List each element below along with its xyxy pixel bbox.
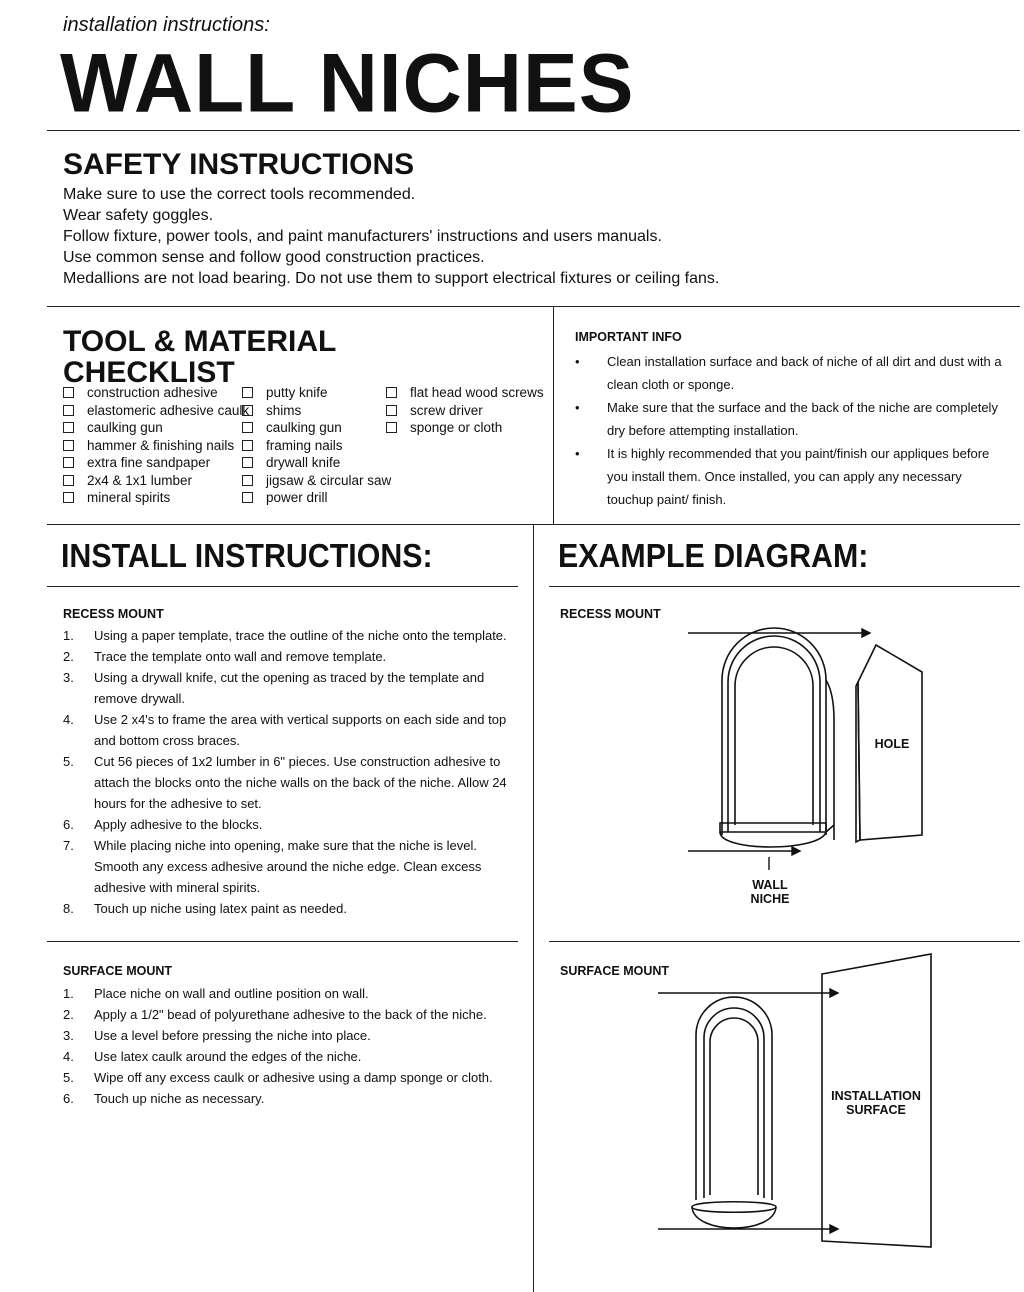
checklist-item[interactable] bbox=[63, 402, 249, 420]
arrowhead-icon bbox=[830, 989, 838, 997]
checklist-item[interactable] bbox=[242, 384, 391, 402]
step-number: 6. bbox=[63, 1091, 74, 1106]
checklist-item[interactable] bbox=[386, 384, 544, 402]
checklist-item-label: caulking gun bbox=[266, 420, 342, 435]
checkbox-icon[interactable] bbox=[242, 387, 253, 398]
checkbox-icon[interactable] bbox=[386, 387, 397, 398]
step-number: 3. bbox=[63, 1028, 74, 1043]
step-number: 7. bbox=[63, 838, 74, 853]
step-number: 8. bbox=[63, 901, 74, 916]
checklist-item-label: putty knife bbox=[266, 385, 328, 400]
checklist-item-label: sponge or cloth bbox=[410, 420, 503, 435]
surface-niche-inner-arch bbox=[704, 1008, 764, 1198]
step-number: 6. bbox=[63, 817, 74, 832]
step-item bbox=[63, 751, 523, 814]
niche-side-depth bbox=[826, 680, 834, 840]
important-info-text: It is highly recommended that you paint/finish our appliques before you install them. Once installed, you can apply any necessary touchup paint/ finish. bbox=[607, 446, 990, 507]
surface-niche-outer-arch bbox=[696, 997, 772, 1200]
recess-steps bbox=[63, 625, 523, 919]
step-item bbox=[63, 1046, 523, 1067]
checklist-item-label: drywall knife bbox=[266, 455, 341, 470]
header-divider bbox=[47, 130, 1020, 131]
step-item bbox=[63, 983, 523, 1004]
recess-diagram-label: RECESS MOUNT bbox=[560, 607, 661, 621]
step-number: 4. bbox=[63, 712, 74, 727]
checklist-item-label: hammer & finishing nails bbox=[87, 437, 235, 453]
arrowhead-icon bbox=[830, 1225, 838, 1233]
checklist-item-label: extra fine sandpaper bbox=[87, 455, 211, 470]
step-item bbox=[63, 1088, 523, 1109]
checklist-vertical-divider bbox=[553, 306, 554, 524]
step-item bbox=[63, 898, 523, 919]
installation-surface-label bbox=[826, 1089, 926, 1117]
important-info-item bbox=[575, 350, 1005, 396]
step-text: Using a drywall knife, cut the opening as traced by the template and remove drywall. bbox=[94, 670, 485, 706]
niche-recess-arch bbox=[735, 647, 813, 825]
checklist-item[interactable] bbox=[242, 402, 391, 420]
install-heading-rule bbox=[47, 586, 518, 587]
checklist-item[interactable] bbox=[242, 419, 391, 437]
checkbox-icon[interactable] bbox=[63, 457, 74, 468]
step-number: 2. bbox=[63, 1007, 74, 1022]
checkbox-icon[interactable] bbox=[63, 387, 74, 398]
bullet-icon: • bbox=[575, 400, 580, 415]
checkbox-icon[interactable] bbox=[63, 475, 74, 486]
checkbox-icon[interactable] bbox=[242, 405, 253, 416]
step-text: Touch up niche using latex paint as needed. bbox=[94, 901, 347, 916]
safety-line: Make sure to use the correct tools recommended. bbox=[63, 186, 416, 203]
document-subtitle: installation instructions: bbox=[63, 14, 270, 36]
diagram-divider bbox=[549, 941, 1020, 942]
surface-diagram-label: SURFACE MOUNT bbox=[560, 964, 670, 978]
checklist-item-label: flat head wood screws bbox=[410, 385, 544, 400]
checkbox-icon[interactable] bbox=[242, 492, 253, 503]
step-text: Use a level before pressing the niche into place. bbox=[94, 1028, 371, 1043]
checklist-item-label: screw driver bbox=[410, 402, 483, 418]
checklist-item-label: framing nails bbox=[266, 437, 343, 453]
checkbox-icon[interactable] bbox=[386, 405, 397, 416]
surface-mount-label: SURFACE MOUNT bbox=[63, 964, 173, 978]
checklist-item-label: mineral spirits bbox=[87, 490, 171, 505]
important-info-text: Clean installation surface and back of niche of all dirt and dust with a clean cloth or sponge. bbox=[607, 354, 1002, 392]
step-text: Cut 56 pieces of 1x2 lumber in 6" pieces. Use construction adhesive to attach the blocks onto the niche walls on the back of the niche. Allow 24 hours for the adhesive to set. bbox=[94, 754, 507, 811]
step-text: Place niche on wall and outline position on wall. bbox=[94, 986, 369, 1001]
wall-niche-label bbox=[740, 878, 800, 906]
step-text: Use 2 x4's to frame the area with vertical supports on each side and top and bottom cross braces. bbox=[94, 712, 507, 748]
step-item bbox=[63, 1025, 523, 1046]
niche-shelf-edge bbox=[826, 825, 834, 832]
checklist-item[interactable] bbox=[386, 419, 544, 437]
niche-shelf-top bbox=[720, 823, 826, 832]
step-number: 4. bbox=[63, 1049, 74, 1064]
checklist-item[interactable] bbox=[242, 454, 391, 472]
safety-line: Wear safety goggles. bbox=[63, 207, 214, 224]
checklist-item-label: shims bbox=[266, 402, 302, 418]
checkbox-icon[interactable] bbox=[242, 457, 253, 468]
checklist-item[interactable] bbox=[63, 437, 249, 455]
niche-inner-arch bbox=[728, 636, 820, 832]
hole-panel-edge bbox=[856, 682, 860, 842]
checkbox-icon[interactable] bbox=[242, 440, 253, 451]
checklist-item[interactable] bbox=[63, 472, 249, 490]
step-item bbox=[63, 625, 523, 646]
bullet-icon: • bbox=[575, 354, 580, 369]
checklist-item[interactable] bbox=[63, 384, 249, 402]
example-heading-rule bbox=[549, 586, 1020, 587]
checklist-item-label: elastomeric adhesive caulk bbox=[87, 402, 250, 418]
step-item bbox=[63, 1004, 523, 1025]
checklist-item-label: caulking gun bbox=[87, 420, 163, 435]
main-vertical-divider bbox=[533, 524, 534, 1292]
step-item bbox=[63, 1067, 523, 1088]
wall-niche-label-line2: NICHE bbox=[750, 892, 790, 906]
checklist-item[interactable] bbox=[386, 402, 544, 420]
safety-divider bbox=[47, 306, 1020, 307]
important-info-heading: IMPORTANT INFO bbox=[575, 330, 682, 344]
step-text: Apply a 1/2" bead of polyurethane adhesive to the back of the niche. bbox=[94, 1007, 487, 1022]
step-text: Wipe off any excess caulk or adhesive using a damp sponge or cloth. bbox=[94, 1070, 493, 1085]
step-item bbox=[63, 646, 523, 667]
checklist-heading-line1: TOOL & MATERIAL bbox=[63, 325, 337, 358]
niche-shelf-bowl bbox=[720, 832, 826, 847]
surface-niche-shelf-top bbox=[692, 1202, 776, 1213]
checklist-item-label: power drill bbox=[266, 490, 328, 505]
checkbox-icon[interactable] bbox=[63, 405, 74, 416]
checkbox-icon[interactable] bbox=[242, 475, 253, 486]
checklist-item[interactable] bbox=[63, 454, 249, 472]
step-number: 5. bbox=[63, 754, 74, 769]
wall-niche-label-line1: WALL bbox=[752, 878, 788, 892]
step-item bbox=[63, 709, 523, 751]
step-item bbox=[63, 667, 523, 709]
step-text: Touch up niche as necessary. bbox=[94, 1091, 265, 1106]
installation-surface-label-line1: INSTALLATION bbox=[831, 1089, 921, 1103]
surface-steps bbox=[63, 983, 523, 1109]
important-info-item bbox=[575, 396, 1005, 442]
step-number: 1. bbox=[63, 986, 74, 1001]
step-text: Trace the template onto wall and remove template. bbox=[94, 649, 387, 664]
example-heading: EXAMPLE DIAGRAM: bbox=[558, 537, 869, 574]
checklist-column-2 bbox=[242, 384, 391, 507]
checklist-column-3 bbox=[386, 384, 544, 437]
safety-lines bbox=[63, 184, 719, 289]
checklist-item[interactable] bbox=[242, 489, 391, 507]
important-info-list bbox=[575, 350, 1005, 511]
step-number: 3. bbox=[63, 670, 74, 685]
step-item bbox=[63, 835, 523, 898]
checklist-item-label: jigsaw & circular saw bbox=[266, 472, 392, 488]
important-info-text: Make sure that the surface and the back of the niche are completely dry before attempting installation. bbox=[607, 400, 998, 438]
recess-divider bbox=[47, 941, 518, 942]
safety-line: Medallions are not load bearing. Do not use them to support electrical fixtures or ceiling fans. bbox=[63, 270, 720, 287]
bullet-icon: • bbox=[575, 446, 580, 461]
step-number: 1. bbox=[63, 628, 74, 643]
hole-label: HOLE bbox=[874, 737, 910, 751]
checklist-item[interactable] bbox=[242, 472, 391, 490]
checkbox-icon[interactable] bbox=[386, 422, 397, 433]
checklist-item-label: 2x4 & 1x1 lumber bbox=[87, 472, 193, 488]
checklist-item[interactable] bbox=[242, 437, 391, 455]
installation-surface-label-line2: SURFACE bbox=[846, 1103, 906, 1117]
step-number: 2. bbox=[63, 649, 74, 664]
install-heading: INSTALL INSTRUCTIONS: bbox=[61, 537, 433, 574]
checkbox-icon[interactable] bbox=[63, 422, 74, 433]
step-text: While placing niche into opening, make sure that the niche is level. Smooth any excess adhesive around the niche edge. Clean excess adhesive with mineral spirits. bbox=[94, 838, 482, 895]
checklist-item[interactable] bbox=[63, 489, 249, 507]
step-text: Apply adhesive to the blocks. bbox=[94, 817, 263, 832]
safety-line: Use common sense and follow good construction practices. bbox=[63, 249, 485, 266]
checklist-item[interactable] bbox=[63, 419, 249, 437]
checkbox-icon[interactable] bbox=[63, 492, 74, 503]
recess-mount-label: RECESS MOUNT bbox=[63, 607, 164, 621]
checklist-item-label: construction adhesive bbox=[87, 385, 218, 400]
checkbox-icon[interactable] bbox=[242, 422, 253, 433]
arrowhead-icon bbox=[792, 847, 800, 855]
step-item bbox=[63, 814, 523, 835]
checklist-column-1 bbox=[63, 384, 249, 507]
niche-outer-arch bbox=[722, 628, 826, 835]
safety-line: Follow fixture, power tools, and paint manufacturers' instructions and users manuals. bbox=[63, 228, 662, 245]
document-title: WALL NICHES bbox=[60, 36, 635, 130]
checklist-heading bbox=[63, 326, 336, 388]
step-number: 5. bbox=[63, 1070, 74, 1085]
safety-heading: SAFETY INSTRUCTIONS bbox=[63, 148, 415, 181]
arrowhead-icon bbox=[862, 629, 870, 637]
checkbox-icon[interactable] bbox=[63, 440, 74, 451]
checklist-heading-line2: CHECKLIST bbox=[63, 356, 235, 389]
important-info-item bbox=[575, 442, 1005, 511]
surface-niche-recess-arch bbox=[710, 1018, 758, 1195]
step-text: Using a paper template, trace the outline of the niche onto the template. bbox=[94, 628, 507, 643]
step-text: Use latex caulk around the edges of the niche. bbox=[94, 1049, 362, 1064]
